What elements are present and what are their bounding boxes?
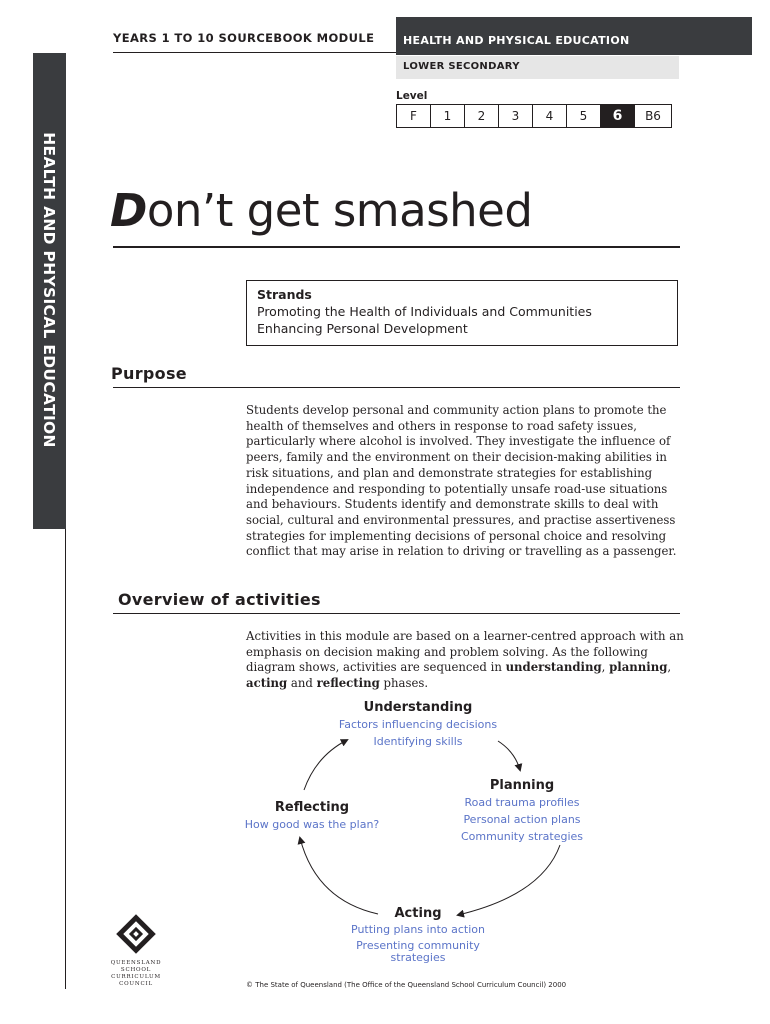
level-table	[396, 104, 672, 128]
qscc-logo-text	[103, 960, 169, 988]
phase-planning-item: Community strategies	[460, 830, 584, 843]
level-cell: 2	[465, 105, 499, 127]
strand-item: Promoting the Health of Individuals and Communities	[257, 304, 592, 319]
qscc-logo-icon	[112, 910, 160, 958]
purpose-heading: Purpose	[111, 364, 187, 383]
phase-planning-title: Planning	[489, 778, 555, 793]
level-cell: F	[397, 105, 431, 127]
arrow-planning-to-acting	[458, 845, 560, 915]
level-cell: 1	[431, 105, 465, 127]
phase-acting-item: strategies	[390, 951, 446, 964]
level-cell: 3	[499, 105, 533, 127]
purpose-text: Students develop personal and community action plans to promote the health of themselves and others in response to road safety issues, particularly where alcohol is involved. They investigate the influence of peers, family and the environment on their decision-making abilities in risk situations, and plan and demonstrate strategies for establishing independence and responding to potentially unsafe road-use situations and behaviours. Students identify and demonstrate skills to deal with social, cultural and environmental pressures, and practise assertiveness strategies for implementing decisions of personal choice and resolving conflict that may arise in relation to driving or travelling as a passenger.	[246, 403, 677, 559]
phase-acting-item: Presenting community	[356, 939, 480, 952]
logo-line: COUNCIL	[119, 981, 153, 987]
arrow-acting-to-reflecting	[300, 838, 378, 914]
side-tab-label: HEALTH AND PHYSICAL EDUCATION	[40, 132, 58, 448]
phase-planning-item: Personal action plans	[463, 813, 581, 826]
overview-separator: ,	[601, 660, 610, 675]
overview-text-part: phases.	[379, 676, 429, 691]
strands-heading: Strands	[257, 287, 312, 302]
kla-title: HEALTH AND PHYSICAL EDUCATION	[403, 34, 630, 47]
overview-separator: and	[287, 676, 317, 691]
phase-acting-title: Acting	[394, 906, 442, 921]
level-cell: 5	[567, 105, 601, 127]
phase-acting-item: Putting plans into action	[351, 923, 485, 936]
margin-rule	[65, 529, 66, 989]
purpose-rule	[113, 387, 680, 388]
strand-item: Enhancing Personal Development	[257, 321, 468, 336]
level-label: Level	[396, 90, 428, 102]
level-cell: 4	[533, 105, 567, 127]
overview-separator: ,	[667, 660, 672, 675]
phase-understanding-title: Understanding	[363, 700, 473, 715]
title-rest: on’t get smashed	[146, 184, 533, 237]
phase-reflecting-item: How good was the plan?	[244, 818, 380, 831]
header-rule	[113, 52, 396, 53]
phase-planning-item: Road trauma profiles	[464, 796, 580, 809]
module-title	[110, 184, 532, 237]
phase-reflecting-title: Reflecting	[274, 800, 350, 815]
title-rule	[113, 246, 680, 248]
title-initial: D	[110, 184, 147, 237]
overview-rule	[113, 613, 680, 614]
phase-understanding-item: Identifying skills	[373, 735, 463, 748]
level-cell: B6	[645, 109, 661, 123]
overview-heading: Overview of activities	[118, 590, 321, 609]
logo-line: SCHOOL	[120, 967, 152, 973]
level-cell: 6	[601, 105, 635, 127]
series-title: YEARS 1 TO 10 SOURCEBOOK MODULE	[113, 31, 375, 45]
keyword-reflecting: reflecting	[316, 676, 380, 691]
overview-text	[246, 629, 686, 692]
keyword-acting: acting	[246, 676, 288, 691]
keyword-planning: planning	[609, 660, 668, 675]
logo-line: CURRICULUM	[111, 974, 161, 980]
keyword-understanding: understanding	[505, 660, 602, 675]
overview-text-part: Activities in this module are based on a learner-centred approach with an emphasis on decision making and problem solving. As the following diagram shows, activities are sequenced in	[246, 629, 684, 675]
phase-label: LOWER SECONDARY	[403, 61, 520, 72]
logo-line: QUEENSLAND	[110, 960, 162, 966]
phase-understanding-item: Factors influencing decisions	[338, 718, 498, 731]
copyright-notice: © The State of Queensland (The Office of the Queensland School Curriculum Council) 2000	[246, 981, 567, 989]
